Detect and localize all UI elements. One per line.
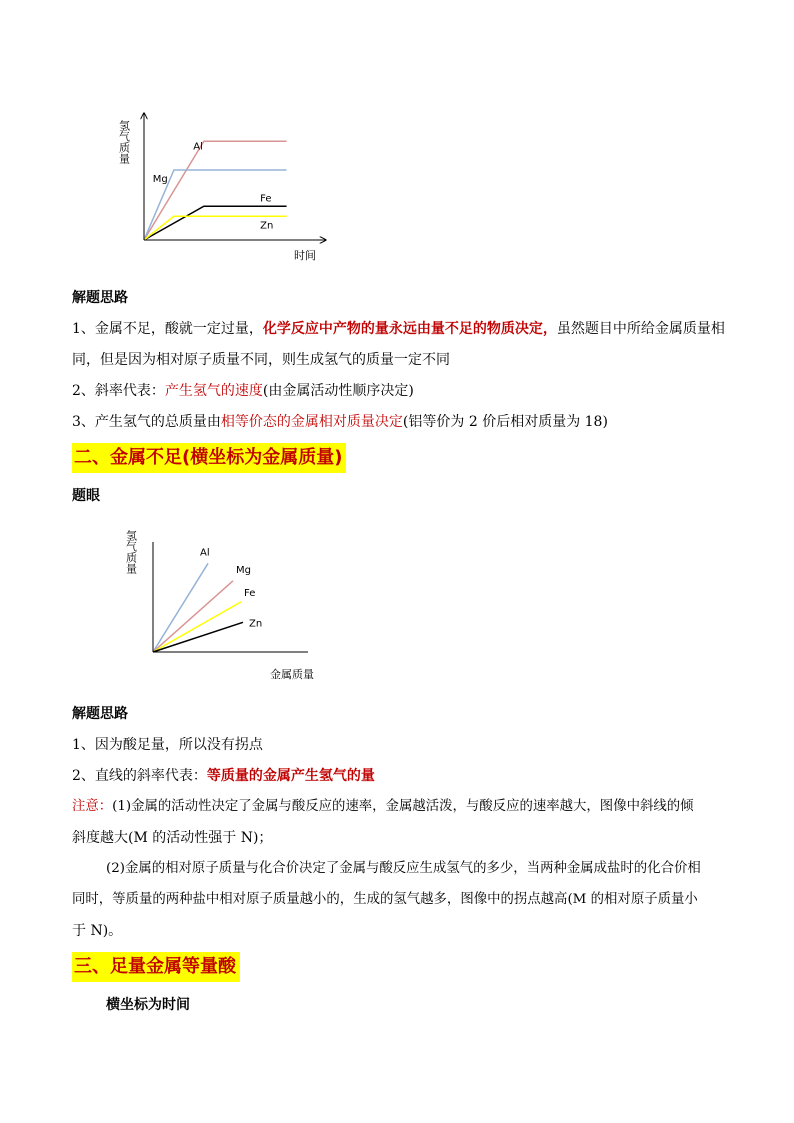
y-axis-label: 氢气质量 [124, 530, 138, 574]
paragraph [72, 766, 375, 786]
sub-heading: 横坐标为时间 [106, 997, 190, 1013]
paragraph [72, 797, 694, 817]
heading-text: ) [334, 447, 343, 468]
text: 虽然题目中所给金属质量相 [556, 321, 725, 337]
heading-text: ( [182, 447, 191, 468]
series-label-zn: Zn [260, 220, 274, 232]
section-label: 解题思路 [72, 290, 128, 306]
paragraph: 同时，等质量的两种盐中相对原子质量越小的，生成的氢气越多，图像中的拐点越高(M 的相对原子质量小 [72, 892, 698, 907]
heading-text: 二、金属不足 [74, 447, 182, 468]
highlight-text: 等质量的金属产生氢气的量 [206, 768, 375, 784]
text: (铝等价为 2 价后相对质量为 18) [402, 414, 608, 430]
series-label-fe: Fe [260, 193, 272, 205]
paragraph: 1、因为酸足量，所以没有拐点 [72, 737, 263, 753]
note-label: 注意： [72, 799, 113, 814]
highlight-text: 产生氢气的速度 [164, 383, 263, 399]
x-axis-label: 金属质量 [270, 668, 314, 681]
text: 2、直线的斜率代表： [72, 768, 207, 784]
paragraph [72, 319, 725, 339]
series-label-mg: Mg [152, 174, 168, 185]
text: (由金属活动性顺序决定) [262, 383, 414, 399]
section-label: 解题思路 [72, 706, 128, 722]
paragraph [72, 412, 608, 432]
series-label-al: Al [200, 547, 210, 559]
paragraph: 斜度越大(M 的活动性强于 N)； [72, 830, 273, 846]
highlight-text: 化学反应中产物的量永远由量不足的物质决定， [262, 321, 557, 337]
text: 1、金属不足，酸就一定过量， [72, 321, 263, 337]
section-heading: 三、足量金属等量酸 [72, 952, 240, 982]
series-label-zn: Zn [249, 618, 263, 630]
heading-text: 横坐标为金属质量 [190, 447, 335, 468]
paragraph: 于 N)。 [72, 923, 123, 939]
section-heading [72, 443, 346, 473]
text: 3、产生氢气的总质量由 [72, 414, 221, 430]
text: 2、斜率代表： [72, 383, 165, 399]
x-axis-label: 时间 [294, 249, 316, 262]
series-label-al: Al [193, 141, 203, 153]
series-label-mg: Mg [236, 564, 251, 576]
y-axis-label: 氢气质量 [117, 120, 131, 164]
paragraph: (2)金属的相对原子质量与化合价决定了金属与酸反应生成氢气的多少，当两种金属成盐时的化合价相 [106, 861, 701, 876]
text: (1)金属的活动性决定了金属与酸反应的速率，金属越活泼，与酸反应的速率越大，图像中斜线的倾 [112, 799, 694, 814]
series-line-al [153, 563, 208, 652]
chart-metal-mass [120, 520, 340, 690]
paragraph [72, 381, 414, 401]
paragraph: 同，但是因为相对原子质量不同，则生成氢气的质量一定不同 [72, 352, 450, 368]
chart-time [110, 100, 340, 270]
series-label-fe: Fe [244, 587, 256, 599]
highlight-text: 相等价态的金属相对质量决定 [220, 414, 403, 430]
section-label: 题眼 [72, 488, 100, 504]
series-line-mg [153, 581, 233, 652]
